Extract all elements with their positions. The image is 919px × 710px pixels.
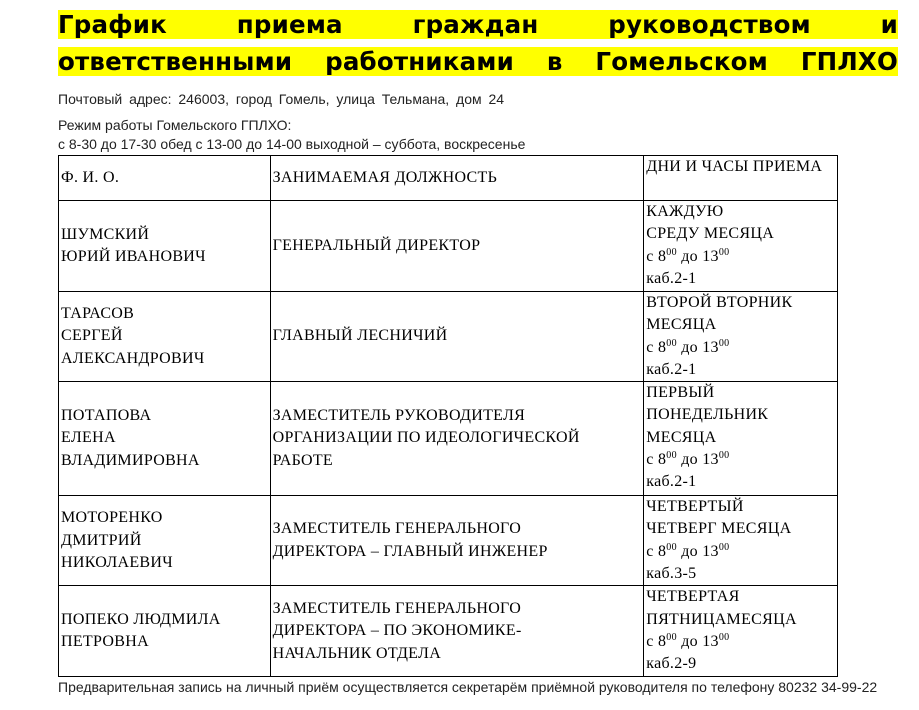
column-header-position: ЗАНИМАЕМАЯ ДОЛЖНОСТЬ: [270, 156, 644, 201]
office-number: каб.2-1: [646, 269, 697, 287]
name-line: МОТОРЕНКО: [61, 509, 163, 527]
page-title: График приема граждан руководством и ответственными работниками в Гомельском ГПЛХО: [58, 10, 898, 76]
column-header-name: Ф. И. О.: [59, 156, 271, 201]
name-line: ШУМСКИЙ: [61, 225, 150, 243]
cell-position: [270, 382, 644, 496]
cell-position: [270, 292, 644, 382]
name-line: АЛЕКСАНДРОВИЧ: [61, 349, 205, 367]
name-line: ПЕТРОВНА: [61, 633, 149, 651]
name-line: ДМИТРИЙ: [61, 531, 142, 549]
day-line: МЕСЯЦА: [646, 316, 717, 334]
cell-position: [270, 201, 644, 292]
position-line: ОРГАНИЗАЦИИ ПО ИДЕОЛОГИЧЕСКОЙ: [272, 429, 580, 447]
day-line: МЕСЯЦА: [646, 428, 717, 446]
table-body: [59, 201, 838, 677]
cell-name: [59, 292, 271, 382]
time-line: [646, 541, 835, 563]
time-from-minutes: 00: [666, 337, 677, 349]
time-from-minutes: 00: [666, 246, 677, 258]
footer-note: Предварительная запись на личный приём осуществляется секретарём приёмной руководителя по телефону 80232 34-99-22: [58, 679, 878, 696]
reception-schedule-table: [58, 155, 838, 677]
office-number: каб.2-1: [646, 473, 697, 491]
cell-days: [644, 382, 838, 496]
time-line: [646, 631, 835, 653]
cell-position: [270, 586, 644, 677]
work-hours: с 8-30 до 17-30 обед с 13-00 до 14-00 выходной – суббота, воскресенье: [58, 136, 526, 152]
cell-name: [59, 382, 271, 496]
day-line: ПЕРВЫЙ: [646, 384, 715, 402]
time-from-word: с: [646, 451, 654, 469]
time-line: [646, 246, 835, 268]
cell-days: [644, 496, 838, 586]
time-from-hour: 8: [657, 451, 667, 469]
time-line: [646, 449, 835, 471]
time-from-minutes: 00: [666, 631, 677, 643]
time-to-hour: 13: [702, 451, 719, 469]
day-line: ЧЕТВЕРТЫЙ: [646, 498, 744, 516]
time-line: [646, 337, 835, 359]
position-line: НАЧАЛЬНИК ОТДЕЛА: [272, 644, 442, 662]
name-line: ЕЛЕНА: [61, 429, 116, 447]
table-row: [59, 496, 838, 586]
day-line: СРЕДУ МЕСЯЦА: [646, 225, 775, 243]
time-from-minutes: 00: [666, 541, 677, 553]
name-line: ЮРИЙ ИВАНОВИЧ: [61, 248, 206, 265]
position-line: ЗАМЕСТИТЕЛЬ ГЕНЕРАЛЬНОГО: [272, 520, 522, 538]
office-number: каб.2-9: [646, 655, 697, 673]
time-from-word: с: [646, 247, 654, 265]
day-line: КАЖДУЮ: [646, 203, 724, 220]
name-line: СЕРГЕЙ: [61, 327, 123, 345]
time-from-minutes: 00: [666, 450, 677, 462]
name-line: ВЛАДИМИРОВНА: [61, 451, 200, 469]
time-to-word: до: [681, 338, 698, 356]
postal-address: Почтовый адрес: 246003, город Гомель, улица Тельмана, дом 24: [58, 91, 505, 107]
position-line: ЗАМЕСТИТЕЛЬ РУКОВОДИТЕЛЯ: [272, 406, 526, 424]
table-header-row: [59, 156, 838, 201]
work-mode-label: Режим работы Гомельского ГПЛХО:: [58, 117, 292, 133]
time-from-word: с: [646, 632, 654, 650]
name-line: ТАРАСОВ: [61, 304, 135, 322]
time-from-word: с: [646, 338, 654, 356]
time-to-word: до: [681, 632, 698, 650]
time-from-hour: 8: [657, 542, 667, 560]
time-from-hour: 8: [657, 338, 667, 356]
time-to-word: до: [681, 542, 698, 560]
cell-days: [644, 292, 838, 382]
table-row: [59, 382, 838, 496]
table-row: [59, 292, 838, 382]
position-line: ДИРЕКТОРА – ПО ЭКОНОМИКЕ-: [272, 622, 522, 640]
time-to-hour: 13: [702, 338, 719, 356]
document-page: [58, 8, 898, 697]
position-line: ГЛАВНЫЙ ЛЕСНИЧИЙ: [272, 327, 448, 345]
time-to-minutes: 00: [718, 450, 730, 462]
time-to-hour: 13: [702, 542, 719, 560]
name-line: ПОПЕКО ЛЮДМИЛА: [61, 610, 221, 628]
cell-days: [644, 201, 838, 292]
cell-position: [270, 496, 644, 586]
time-to-hour: 13: [702, 632, 719, 650]
cell-name: [59, 586, 271, 677]
time-to-minutes: 00: [718, 246, 730, 258]
day-line: ЧЕТВЕРТАЯ: [646, 588, 740, 606]
office-number: каб.3-5: [646, 565, 697, 583]
time-to-word: до: [681, 247, 698, 265]
cell-days: [644, 586, 838, 677]
day-line: ВТОРОЙ ВТОРНИК: [646, 294, 793, 311]
time-to-minutes: 00: [718, 337, 730, 349]
position-line: ГЕНЕРАЛЬНЫЙ ДИРЕКТОР: [272, 236, 481, 254]
office-number: каб.2-1: [646, 360, 697, 378]
column-header-days: ДНИ И ЧАСЫ ПРИЕМА: [644, 156, 838, 201]
time-to-word: до: [681, 451, 698, 469]
time-to-minutes: 00: [718, 541, 730, 553]
table-row: [59, 201, 838, 292]
time-from-hour: 8: [657, 632, 667, 650]
day-line: ПЯТНИЦАМЕСЯЦА: [646, 610, 797, 628]
position-line: ЗАМЕСТИТЕЛЬ ГЕНЕРАЛЬНОГО: [272, 599, 522, 617]
position-line: ДИРЕКТОРА – ГЛАВНЫЙ ИНЖЕНЕР: [272, 542, 548, 560]
position-line: РАБОТЕ: [272, 451, 333, 469]
time-to-minutes: 00: [718, 631, 730, 643]
name-line: ПОТАПОВА: [61, 406, 152, 424]
header-block: [58, 8, 898, 116]
time-from-hour: 8: [657, 247, 667, 265]
time-from-word: с: [646, 542, 654, 560]
cell-name: [59, 496, 271, 586]
cell-name: [59, 201, 271, 292]
time-to-hour: 13: [702, 247, 719, 265]
name-line: НИКОЛАЕВИЧ: [61, 554, 173, 572]
table-row: [59, 586, 838, 677]
day-line: ЧЕТВЕРГ МЕСЯЦА: [646, 520, 792, 538]
day-line: ПОНЕДЕЛЬНИК: [646, 406, 769, 424]
